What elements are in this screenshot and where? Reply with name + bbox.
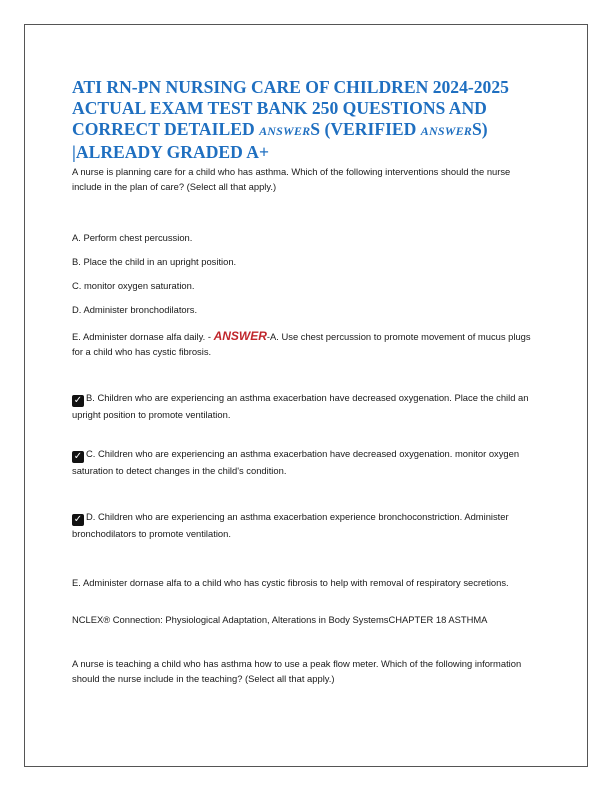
rationale-d-text: D. Children who are experiencing an asthma exacerbation experience bronchoconstriction. Administer bronchodilators to promote ventilation. bbox=[72, 511, 509, 539]
rationale-b-text: B. Children who are experiencing an asthma exacerbation have decreased oxygenation. Place the child an upright position to promote ventilation. bbox=[72, 392, 529, 420]
checkmark-icon: ✓ bbox=[73, 451, 83, 462]
checkmark-icon: ✓ bbox=[73, 395, 83, 406]
title-line-3a: CORRECT DETAILED bbox=[72, 119, 260, 139]
rationale-c bbox=[72, 446, 542, 478]
option-c: C. monitor oxygen saturation. bbox=[72, 280, 195, 291]
question-1-stem: A nurse is planning care for a child who has asthma. Which of the following interventions should the nurse include in the plan of care? (Select all that apply.) bbox=[72, 166, 511, 192]
document-content bbox=[72, 77, 542, 686]
option-a: A. Perform chest percussion. bbox=[72, 232, 193, 243]
question-2-stem: A nurse is teaching a child who has asthma how to use a peak flow meter. Which of the following information should the nurse include in the teaching? (Select all that apply.) bbox=[72, 658, 522, 684]
title-answer-word-2: ANSWER bbox=[420, 124, 472, 138]
rationale-e: E. Administer dornase alfa to a child who has cystic fibrosis to help with removal of respiratory secretions. bbox=[72, 577, 509, 588]
title-line-2: ACTUAL EXAM TEST BANK 250 QUESTIONS AND bbox=[72, 98, 487, 118]
answer-label: ANSWER bbox=[213, 329, 267, 343]
rationale-c-text: C. Children who are experiencing an asthma exacerbation have decreased oxygenation. monitor oxygen saturation to detect changes in the child's condition. bbox=[72, 448, 520, 476]
option-e bbox=[72, 329, 542, 359]
title-answer-word-1: ANSWER bbox=[259, 124, 311, 138]
option-e-text: E. Administer dornase alfa daily. - bbox=[72, 331, 214, 342]
rationale-d bbox=[72, 509, 542, 541]
rationale-b bbox=[72, 390, 542, 422]
title-line-3c: S) bbox=[472, 119, 488, 139]
title-line-4: |ALREADY GRADED A+ bbox=[72, 142, 270, 162]
title-line-1: ATI RN-PN NURSING CARE OF CHILDREN 2024-2025 bbox=[72, 77, 509, 97]
option-d: D. Administer bronchodilators. bbox=[72, 304, 198, 315]
checkmark-icon: ✓ bbox=[73, 514, 83, 525]
title-line-3b: S (VERIFIED bbox=[310, 119, 421, 139]
option-b: B. Place the child in an upright position. bbox=[72, 256, 237, 267]
nclex-connection: NCLEX® Connection: Physiological Adaptation, Alterations in Body SystemsCHAPTER 18 ASTHMA bbox=[72, 614, 488, 625]
rationale-a: -A. Use chest percussion to promote movement of mucus plugs for a child who has cystic fibrosis. bbox=[72, 331, 531, 357]
document-title bbox=[72, 77, 542, 163]
